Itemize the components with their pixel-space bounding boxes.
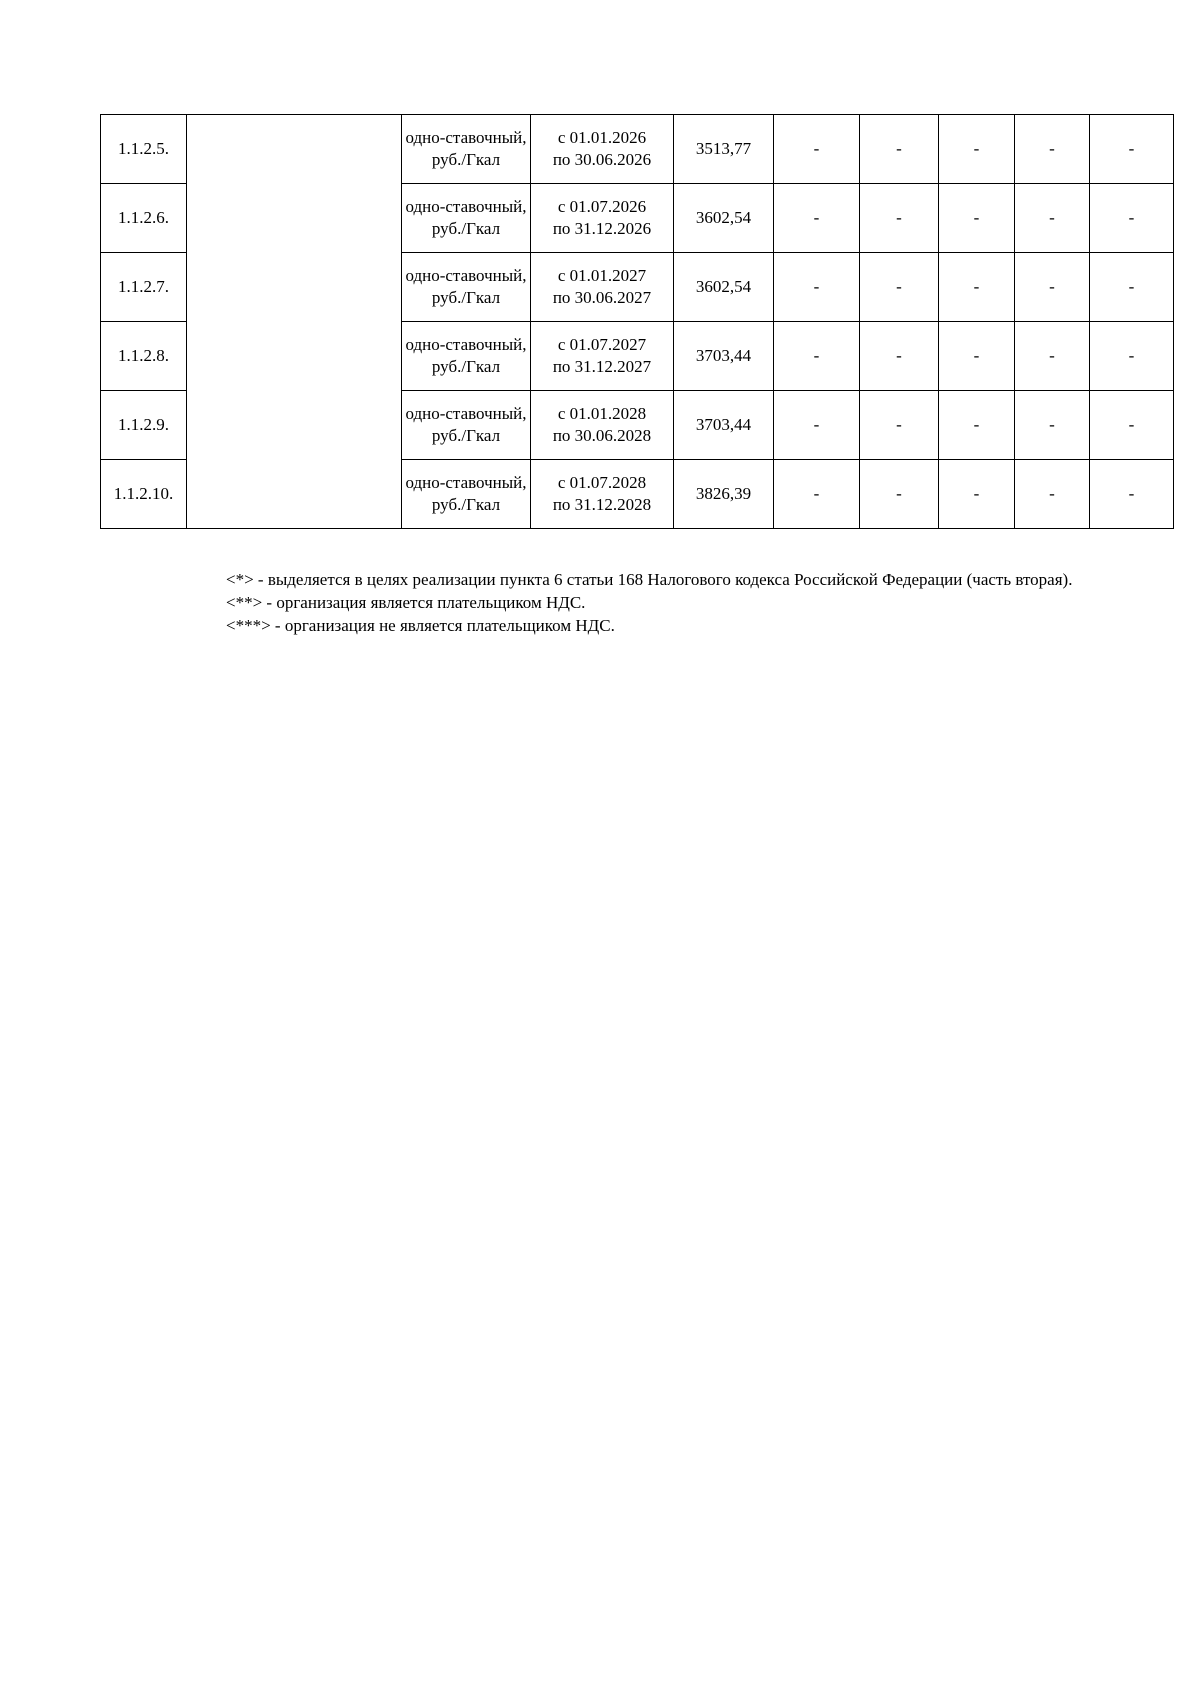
tariff-table	[100, 114, 1174, 529]
empty-value-cell: -	[774, 322, 860, 391]
validity-period	[531, 253, 674, 322]
period-from: с 01.07.2027	[557, 335, 647, 354]
empty-value-cell: -	[1090, 391, 1174, 460]
empty-value-cell: -	[1090, 460, 1174, 529]
empty-value-cell: -	[939, 115, 1015, 184]
empty-value-cell: -	[860, 322, 939, 391]
empty-value-cell: -	[1015, 184, 1090, 253]
period-from: с 01.07.2026	[557, 197, 647, 216]
period-to: по 31.12.2027	[552, 357, 652, 376]
footnotes	[172, 568, 1118, 637]
period-to: по 31.12.2026	[552, 219, 652, 238]
period-from: с 01.01.2028	[557, 404, 647, 423]
footnote-not-vat-payer: <***> - организация не является плательщиком НДС.	[226, 616, 615, 635]
period-from: с 01.01.2026	[557, 128, 647, 147]
empty-value-cell: -	[939, 460, 1015, 529]
empty-value-cell: -	[1015, 322, 1090, 391]
row-number: 1.1.2.8.	[101, 322, 187, 391]
tariff-value: 3513,77	[674, 115, 774, 184]
row-number: 1.1.2.10.	[101, 460, 187, 529]
merged-organization-cell	[187, 115, 402, 529]
tariff-type: одно-ставочный, руб./Гкал	[402, 460, 531, 529]
tariff-value: 3703,44	[674, 322, 774, 391]
period-to: по 30.06.2026	[552, 150, 652, 169]
empty-value-cell: -	[774, 253, 860, 322]
tariff-type: одно-ставочный, руб./Гкал	[402, 184, 531, 253]
empty-value-cell: -	[939, 391, 1015, 460]
tariff-type: одно-ставочный, руб./Гкал	[402, 322, 531, 391]
empty-value-cell: -	[1015, 115, 1090, 184]
validity-period	[531, 115, 674, 184]
row-number: 1.1.2.7.	[101, 253, 187, 322]
tariff-value: 3826,39	[674, 460, 774, 529]
empty-value-cell: -	[860, 253, 939, 322]
tariff-type: одно-ставочный, руб./Гкал	[402, 253, 531, 322]
validity-period	[531, 322, 674, 391]
period-to: по 30.06.2028	[552, 426, 652, 445]
empty-value-cell: -	[774, 184, 860, 253]
empty-value-cell: -	[860, 115, 939, 184]
empty-value-cell: -	[1090, 253, 1174, 322]
empty-value-cell: -	[939, 184, 1015, 253]
empty-value-cell: -	[1015, 391, 1090, 460]
empty-value-cell: -	[860, 460, 939, 529]
tariff-value: 3602,54	[674, 253, 774, 322]
empty-value-cell: -	[1090, 115, 1174, 184]
empty-value-cell: -	[860, 184, 939, 253]
empty-value-cell: -	[1090, 322, 1174, 391]
period-from: с 01.07.2028	[557, 473, 647, 492]
footnote-vat-allocation: <*> - выделяется в целях реализации пункта 6 статьи 168 Налогового кодекса Российской Федерации (часть вторая).	[226, 570, 1073, 589]
empty-value-cell: -	[1090, 184, 1174, 253]
validity-period	[531, 391, 674, 460]
validity-period	[531, 460, 674, 529]
empty-value-cell: -	[774, 115, 860, 184]
footnote-vat-payer: <**> - организация является плательщиком НДС.	[226, 593, 586, 612]
empty-value-cell: -	[1015, 253, 1090, 322]
empty-value-cell: -	[774, 391, 860, 460]
tariff-value: 3703,44	[674, 391, 774, 460]
table-row	[101, 115, 1174, 184]
tariff-type: одно-ставочный, руб./Гкал	[402, 115, 531, 184]
row-number: 1.1.2.5.	[101, 115, 187, 184]
row-number: 1.1.2.6.	[101, 184, 187, 253]
period-from: с 01.01.2027	[557, 266, 647, 285]
row-number: 1.1.2.9.	[101, 391, 187, 460]
empty-value-cell: -	[774, 460, 860, 529]
tariff-value: 3602,54	[674, 184, 774, 253]
empty-value-cell: -	[939, 322, 1015, 391]
period-to: по 31.12.2028	[552, 495, 652, 514]
empty-value-cell: -	[1015, 460, 1090, 529]
tariff-type: одно-ставочный, руб./Гкал	[402, 391, 531, 460]
period-to: по 30.06.2027	[552, 288, 652, 307]
empty-value-cell: -	[860, 391, 939, 460]
validity-period	[531, 184, 674, 253]
empty-value-cell: -	[939, 253, 1015, 322]
